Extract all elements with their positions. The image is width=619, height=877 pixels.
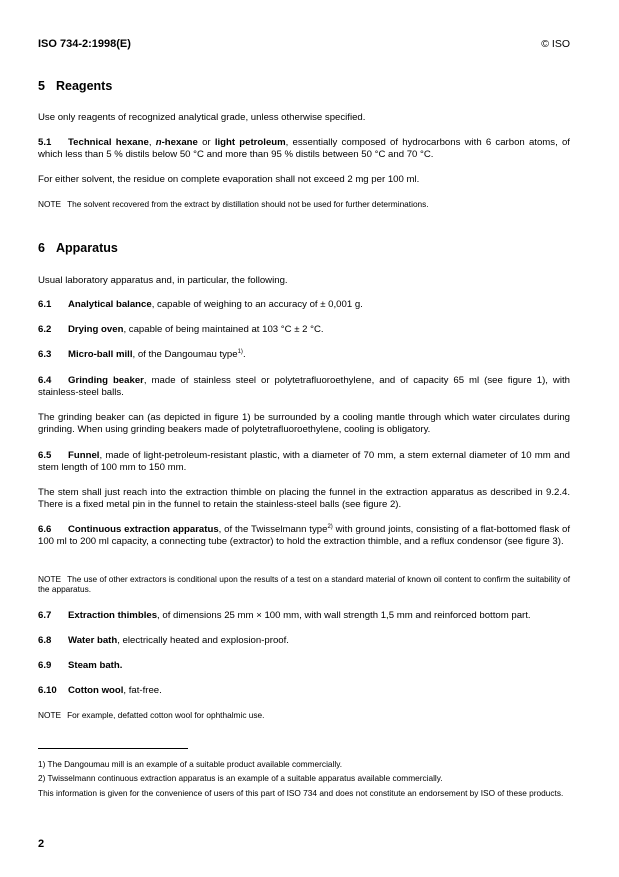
grinding-beaker-paragraph: The grinding beaker can (as depicted in figure 1) be surrounded by a cooling mantle through which water circulates during grinding. When using grinding beakers made of polytetrafluoroethylene, cooling is obligatory. — [38, 412, 570, 435]
clause-5-1: 5.1 Technical hexane, n-hexane or light petroleum, essentially composed of hydrocarbons with 6 carbon atoms, of which less than 5 % distils below 50 °C and more than 95 % distils between 50 °C and 70 °C. — [38, 137, 570, 160]
clause-6-8: 6.8 Water bath, electrically heated and explosion-proof. — [38, 635, 289, 646]
clause-6-3: 6.3 Micro-ball mill, of the Dangoumau type$^{1)}$. — [38, 349, 246, 360]
clause-6-4: 6.4 Grinding beaker, made of stainless steel or polytetrafluoroethylene, and of capacity 65 ml (see figure 1), with stainless-steel balls. — [38, 375, 570, 398]
copyright: © ISO — [541, 38, 570, 50]
footnote-disclaimer: This information is given for the convenience of users of this part of ISO 734 and does not constitute an endorsement by ISO of these products. — [38, 788, 564, 798]
page-number: 2 — [38, 838, 45, 850]
footnote-ref-1: 1) — [237, 349, 243, 355]
section-number: 6 — [38, 241, 45, 255]
clause-6-9: 6.9 Steam bath. — [38, 660, 123, 671]
document-id: ISO 734-2:1998(E) — [38, 38, 131, 50]
note-solvent: NOTE The solvent recovered from the extract by distillation should not be used for further determinations. — [38, 199, 429, 209]
funnel-stem-paragraph: The stem shall just reach into the extraction thimble on placing the funnel in the extraction apparatus as described in 9.2.4. There is a fixed metal pin in the funnel to retain the stainless-steel balls (see figure 2). — [38, 487, 570, 510]
footnote-separator — [38, 748, 188, 749]
apparatus-intro: Usual laboratory apparatus and, in particular, the following. — [38, 275, 288, 286]
clause-6-7: 6.7 Extraction thimbles, of dimensions 25 mm × 100 mm, with wall strength 1,5 mm and reinforced bottom part. — [38, 610, 531, 621]
footnote-2: 2) Twisselmann continuous extraction apparatus is an example of a suitable apparatus available commercially. — [38, 773, 443, 783]
footnote-1: 1) The Dangoumau mill is an example of a suitable product available commercially. — [38, 759, 343, 769]
section-title: Apparatus — [56, 241, 118, 255]
page — [38, 38, 570, 56]
note-label: NOTE — [38, 710, 62, 720]
clause-6-1: 6.1 Analytical balance, capable of weighing to an accuracy of ± 0,001 g. — [38, 299, 363, 310]
footnote-ref-2: 2) — [327, 524, 333, 530]
note-extractors: NOTE The use of other extractors is conditional upon the results of a test on a standard material of known oil content to confirm the suitability of the apparatus. — [38, 574, 570, 594]
note-label: NOTE — [38, 574, 62, 584]
residue-paragraph: For either solvent, the residue on complete evaporation shall not exceed 2 mg per 100 ml. — [38, 174, 420, 185]
clause-6-5: 6.5 Funnel, made of light-petroleum-resistant plastic, with a diameter of 70 mm, a stem external diameter of 10 mm and stem length of 100 mm to 150 mm. — [38, 450, 570, 473]
note-cotton-wool: NOTE For example, defatted cotton wool for ophthalmic use. — [38, 710, 265, 720]
section-number: 5 — [38, 79, 45, 93]
reagents-intro: Use only reagents of recognized analytical grade, unless otherwise specified. — [38, 112, 366, 123]
section-5-heading — [38, 79, 570, 93]
section-6-heading — [38, 241, 570, 255]
page-header — [38, 38, 570, 56]
clause-6-2: 6.2 Drying oven, capable of being maintained at 103 °C ± 2 °C. — [38, 324, 324, 335]
clause-6-10: 6.10 Cotton wool, fat-free. — [38, 685, 162, 696]
section-title: Reagents — [56, 79, 113, 93]
clause-6-6: 6.6 Continuous extraction apparatus, of the Twisselmann type$^{2)}$ with ground joints, consisting of a flat-bottomed flask of 100 ml to 200 ml capacity, a connecting tube (extractor) to hold the extraction thimble, and a reflux condensor (see figure 3). — [38, 524, 571, 547]
note-label: NOTE — [38, 199, 62, 209]
